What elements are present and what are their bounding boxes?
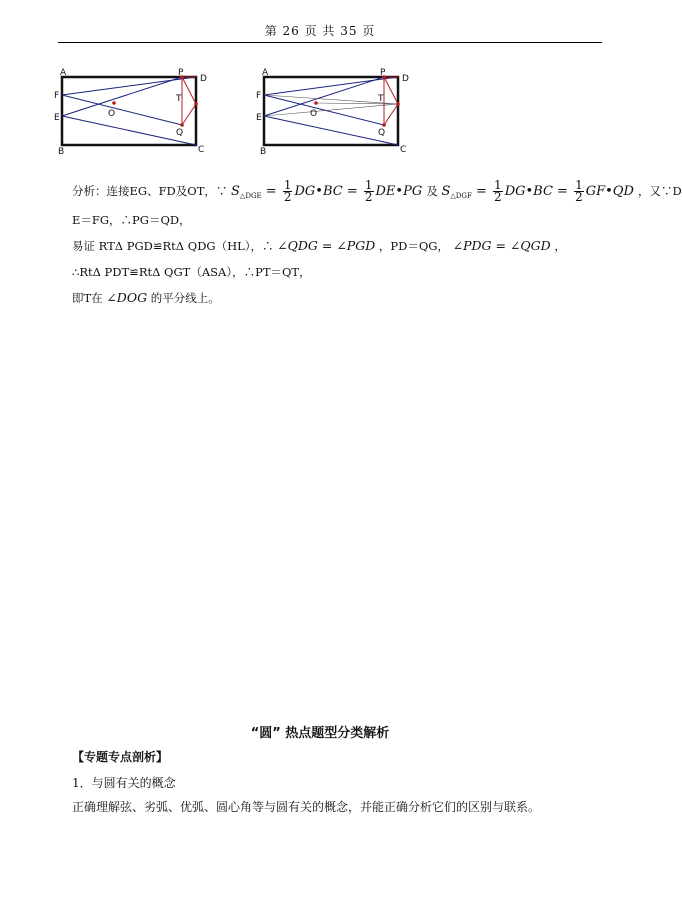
- geometry-figure-right: [254, 68, 414, 158]
- analysis-line-5-text-a: 即T在: [72, 291, 103, 305]
- analysis-line-3-text-c: ，: [554, 239, 566, 253]
- page-header: 第 26 页 共 35 页: [264, 24, 376, 38]
- header-rule: [58, 42, 602, 43]
- point-q: [180, 123, 184, 127]
- point-o: [314, 101, 318, 105]
- label-a: A: [262, 68, 269, 78]
- angle-equality-1: ∠QDG = ∠PGD: [277, 238, 376, 253]
- section-title: “圆” 热点题型分类解析: [250, 726, 390, 741]
- label-d: D: [402, 74, 409, 84]
- geometry-figure-left: [52, 68, 212, 158]
- analysis-line-3-text-b: ，PD＝QG，: [378, 239, 449, 253]
- label-p: P: [178, 68, 184, 78]
- analysis-line-2: E＝FG，∴PG＝QD，: [72, 213, 191, 227]
- segment-pt: [182, 77, 196, 104]
- label-o: O: [108, 109, 116, 119]
- formula-area-dgf: $S_{\triangle DGF}$ = $\frac{1}{2}$ DG•BC = $\frac{1}{2}$ GF•QD: [441, 178, 634, 204]
- analysis-line-5: [72, 290, 220, 306]
- segment-qt: [384, 104, 398, 125]
- point-o: [112, 101, 116, 105]
- label-b: B: [260, 147, 267, 157]
- analysis-line-1: [72, 180, 682, 203]
- label-a: A: [60, 68, 67, 78]
- point-t: [194, 102, 198, 106]
- formula-area-dge: $S_{\triangle DGE}$ = $\frac{1}{2}$ DG•BC = $\frac{1}{2}$ DE•PG: [231, 178, 423, 204]
- segment-fd: [62, 77, 196, 95]
- label-c: C: [198, 145, 205, 155]
- segment-fd: [264, 77, 398, 95]
- analysis-line-3-text-a: 易证 RTΔ PGD≌RtΔ QDG（HL），∴: [72, 239, 274, 253]
- label-f: F: [256, 91, 262, 101]
- point-t: [396, 102, 400, 106]
- segment-pt: [384, 77, 398, 104]
- section-item-1: 1．与圆有关的概念: [72, 776, 176, 790]
- label-e: E: [256, 113, 262, 123]
- analysis-suffix: ，又∵D: [638, 184, 682, 198]
- label-d: D: [200, 74, 207, 84]
- label-p: P: [380, 68, 386, 78]
- analysis-intro: 分析：连接EG、FD及OT，∵: [72, 184, 228, 198]
- label-o: O: [310, 109, 318, 119]
- analysis-line-4: ∴RtΔ PDT≌RtΔ QGT（ASA），∴PT＝QT，: [72, 265, 311, 279]
- label-f: F: [54, 91, 60, 101]
- angle-dog: ∠DOG: [106, 290, 148, 305]
- section-paragraph-1: 正确理解弦、劣弧、优弧、圆心角等与圆有关的概念，并能正确分析它们的区别与联系。: [72, 800, 541, 814]
- analysis-line-5-text-b: 的平分线上。: [150, 291, 220, 305]
- label-t: T: [176, 94, 182, 104]
- angle-equality-2: ∠PDG = ∠QGD: [452, 238, 551, 253]
- label-b: B: [58, 147, 65, 157]
- analysis-line-3: [72, 238, 566, 254]
- label-c: C: [400, 145, 407, 155]
- connector-text: 及: [426, 184, 438, 198]
- label-q: Q: [176, 128, 184, 138]
- segment-eg: [264, 104, 398, 116]
- label-e: E: [54, 113, 60, 123]
- segment-qt: [182, 104, 196, 125]
- label-q: Q: [378, 128, 386, 138]
- label-t: T: [378, 94, 384, 104]
- section-subtitle: 【专题专点剖析】: [72, 750, 169, 764]
- point-q: [382, 123, 386, 127]
